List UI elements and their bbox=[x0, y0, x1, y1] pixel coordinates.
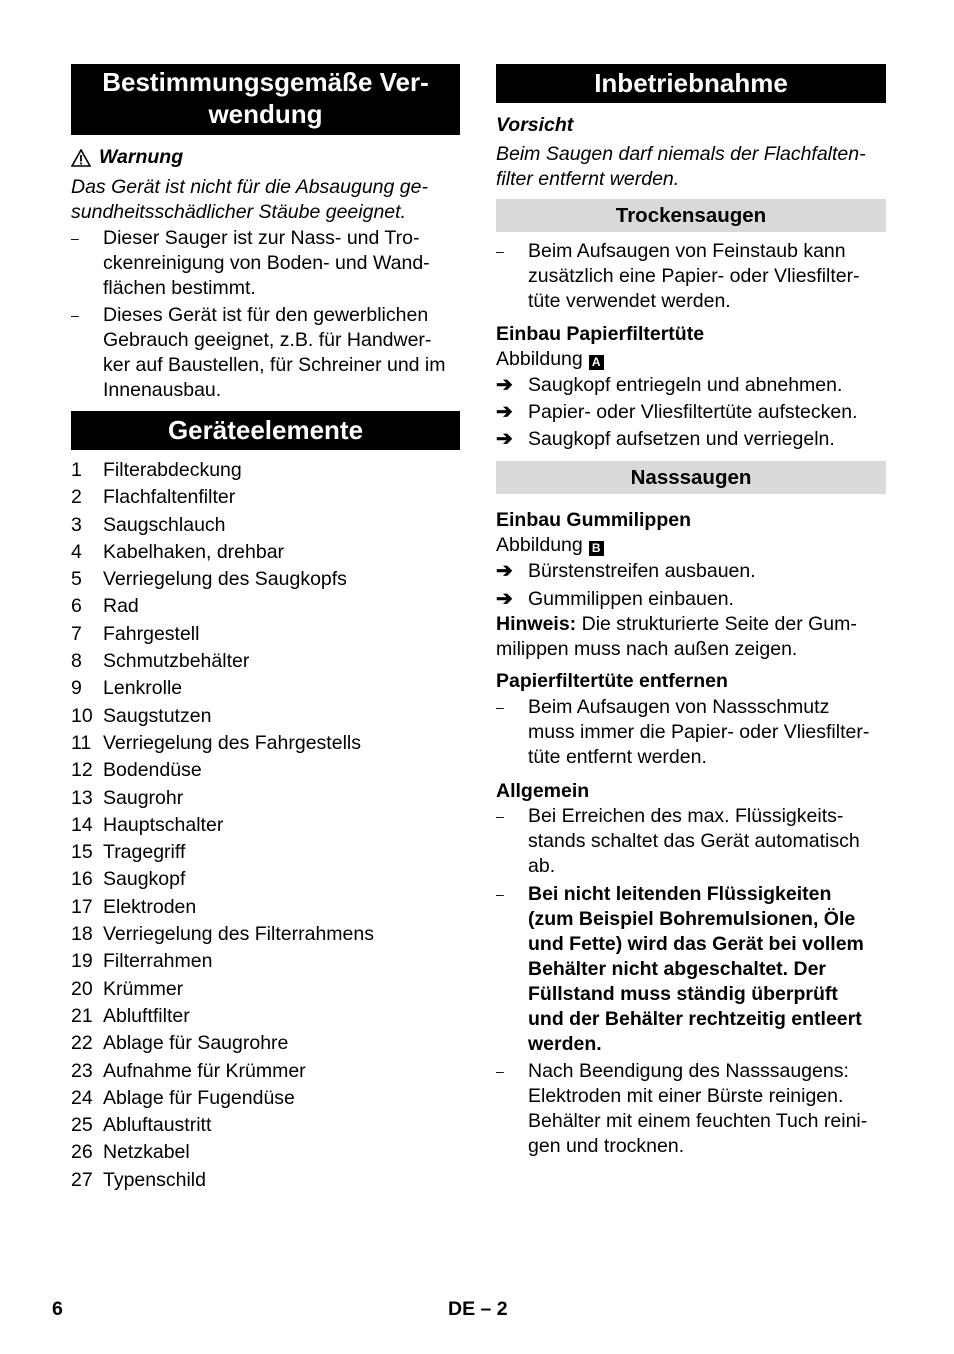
list-item bbox=[71, 839, 460, 866]
list-item bbox=[71, 593, 460, 620]
heading-paper-remove: Papierfiltertüte entfernen bbox=[496, 670, 728, 692]
item-number: 19 bbox=[71, 950, 93, 973]
arrow-right-icon: ➔ bbox=[496, 374, 513, 396]
item-label: Schmutzbehälter bbox=[103, 650, 250, 673]
figure-ref-b: Abbildung B bbox=[496, 533, 886, 558]
list-item bbox=[71, 675, 460, 702]
item-number: 5 bbox=[71, 568, 82, 591]
list-item bbox=[71, 1112, 460, 1139]
list-item bbox=[71, 566, 460, 593]
item-number: 16 bbox=[71, 868, 93, 891]
list-item bbox=[71, 539, 460, 566]
item-label: Kabelhaken, drehbar bbox=[103, 540, 285, 563]
caution-heading: Vorsicht bbox=[496, 114, 574, 136]
item-label: Elektroden bbox=[103, 895, 197, 918]
list-item bbox=[71, 785, 460, 812]
list-item: – Bei nicht leitenden Flüssigkeiten (zum Beispiel Bohremulsionen, Öle und Fette) wird das Gerät bei vollem Behälter nicht abgeschaltet. Der Füllstand muss ständig überprüft und der Behälter rechtzeitig entleert werden. bbox=[496, 883, 864, 1055]
item-number: 17 bbox=[71, 895, 93, 918]
item-number: 15 bbox=[71, 841, 93, 864]
list-item bbox=[71, 1003, 460, 1030]
list-item: ➔ Saugkopf entriegeln und abnehmen. bbox=[496, 374, 843, 396]
item-label: Ablage für Fugendüse bbox=[103, 1086, 295, 1109]
item-label: Abluftaustritt bbox=[103, 1114, 212, 1137]
item-label: Krümmer bbox=[103, 977, 184, 1000]
item-number: 9 bbox=[71, 677, 82, 700]
list-item: – Beim Aufsaugen von Nassschmutz muss immer die Papier- oder Vliesfilter- tüte entfernt werden. bbox=[496, 696, 870, 768]
item-label: Bodendüse bbox=[103, 759, 202, 782]
list-item bbox=[71, 512, 460, 539]
item-number: 14 bbox=[71, 813, 93, 836]
item-label: Netzkabel bbox=[103, 1141, 190, 1164]
item-label: Verriegelung des Saugkopfs bbox=[103, 568, 347, 591]
warning-heading: Warnung bbox=[71, 145, 460, 170]
list-item bbox=[71, 921, 460, 948]
item-number: 7 bbox=[71, 622, 82, 645]
item-number: 6 bbox=[71, 595, 82, 618]
arrow-right-icon: ➔ bbox=[496, 560, 513, 582]
item-label: Verriegelung des Filterrahmens bbox=[103, 923, 374, 946]
section-title-intended-use: Bestimmungsgemäße Ver- wendung bbox=[71, 64, 460, 135]
arrow-right-icon: ➔ bbox=[496, 401, 513, 423]
item-number: 3 bbox=[71, 513, 82, 536]
item-number: 21 bbox=[71, 1004, 93, 1027]
warning-text: Das Gerät ist nicht für die Absaugung ge- sundheitsschädlicher Stäube geeignet. bbox=[71, 176, 428, 223]
list-item bbox=[71, 621, 460, 648]
list-item bbox=[71, 866, 460, 893]
item-label: Rad bbox=[103, 595, 139, 618]
language-page-label: DE – 2 bbox=[448, 1298, 508, 1320]
item-label: Filterabdeckung bbox=[103, 459, 242, 481]
figure-b-badge: B bbox=[589, 541, 604, 556]
list-item bbox=[71, 703, 460, 730]
item-number: 4 bbox=[71, 540, 82, 563]
list-item bbox=[71, 812, 460, 839]
list-item bbox=[71, 648, 460, 675]
section-title-commissioning: Inbetriebnahme bbox=[496, 64, 886, 103]
item-number: 27 bbox=[71, 1168, 93, 1191]
list-item bbox=[71, 1139, 460, 1166]
list-item bbox=[71, 976, 460, 1003]
caution-text: Beim Saugen darf niemals der Flachfalten- filter entfernt werden. bbox=[496, 143, 866, 190]
warning-triangle-icon bbox=[71, 149, 91, 167]
subsection-title-dry: Trockensaugen bbox=[496, 199, 886, 232]
list-item bbox=[71, 948, 460, 975]
item-number: 24 bbox=[71, 1086, 93, 1109]
list-item bbox=[71, 1085, 460, 1112]
list-item: ➔ Saugkopf aufsetzen und verriegeln. bbox=[496, 428, 835, 450]
list-item bbox=[71, 730, 460, 757]
item-label: Saugschlauch bbox=[103, 513, 226, 536]
list-item bbox=[71, 1167, 460, 1194]
item-label: Flachfaltenfilter bbox=[103, 486, 236, 509]
item-number: 12 bbox=[71, 759, 93, 782]
list-item: – Dieses Gerät ist für den gewerblichen Gebrauch geeignet, z.B. für Handwer- ker auf Baustellen, für Schreiner und im Innenausbau. bbox=[71, 304, 446, 401]
list-item: – Bei Erreichen des max. Flüssigkeits- stands schaltet das Gerät automatisch ab. bbox=[496, 805, 860, 877]
heading-general: Allgemein bbox=[496, 780, 590, 802]
right-column bbox=[496, 64, 886, 1159]
arrow-right-icon: ➔ bbox=[496, 588, 513, 610]
item-label: Filterrahmen bbox=[103, 950, 213, 973]
item-label: Tragegriff bbox=[103, 841, 186, 864]
figure-ref-a: Abbildung A bbox=[496, 347, 886, 372]
arrow-right-icon: ➔ bbox=[496, 428, 513, 450]
list-item: ➔ Bürstenstreifen ausbauen. bbox=[496, 560, 756, 582]
item-number: 2 bbox=[71, 486, 82, 509]
item-label: Abluftfilter bbox=[103, 1004, 190, 1027]
item-label: Saugkopf bbox=[103, 868, 186, 891]
item-label: Saugrohr bbox=[103, 786, 184, 809]
item-number: 13 bbox=[71, 786, 93, 809]
list-item: – Nach Beendigung des Nasssaugens: Elektroden mit einer Bürste reinigen. Behälter mit einem feuchten Tuch reini- gen und trocknen. bbox=[496, 1060, 868, 1157]
list-item bbox=[71, 1030, 460, 1057]
item-label: Aufnahme für Krümmer bbox=[103, 1059, 306, 1082]
item-number: 20 bbox=[71, 977, 93, 1000]
list-item bbox=[71, 894, 460, 921]
item-number: 23 bbox=[71, 1059, 93, 1082]
item-label: Hauptschalter bbox=[103, 813, 224, 836]
list-item bbox=[71, 1058, 460, 1085]
item-number: 10 bbox=[71, 704, 93, 727]
list-item: ➔ Gummilippen einbauen. bbox=[496, 588, 734, 610]
list-item bbox=[71, 484, 460, 511]
item-number: 25 bbox=[71, 1114, 93, 1137]
item-number: 26 bbox=[71, 1141, 93, 1164]
item-number: 18 bbox=[71, 923, 93, 946]
heading-paper-install: Einbau Papierfiltertüte bbox=[496, 323, 705, 345]
item-number: 1 bbox=[71, 459, 82, 481]
list-item: ➔ Papier- oder Vliesfiltertüte aufstecken. bbox=[496, 401, 858, 423]
left-column bbox=[71, 64, 460, 1194]
page-number: 6 bbox=[52, 1298, 63, 1320]
section-title-device-elements: Geräteelemente bbox=[71, 411, 460, 450]
item-label: Verriegelung des Fahrgestells bbox=[103, 731, 361, 754]
item-label: Typenschild bbox=[103, 1168, 206, 1191]
item-label: Ablage für Saugrohre bbox=[103, 1032, 289, 1055]
item-label: Saugstutzen bbox=[103, 704, 212, 727]
subsection-title-wet: Nasssaugen bbox=[496, 461, 886, 494]
item-label: Lenkrolle bbox=[103, 677, 183, 700]
item-number: 22 bbox=[71, 1032, 93, 1055]
note-text: Hinweis: Die strukturierte Seite der Gum- milippen muss nach außen zeigen. bbox=[496, 613, 857, 660]
item-number: 8 bbox=[71, 650, 82, 673]
list-item: – Beim Aufsaugen von Feinstaub kann zusätzlich eine Papier- oder Vliesfilter- tüte verwendet werden. bbox=[496, 240, 860, 312]
device-elements-list bbox=[71, 457, 460, 1194]
list-item: – Dieser Sauger ist zur Nass- und Tro- ckenreinigung von Boden- und Wand- flächen bestimmt. bbox=[71, 227, 430, 299]
list-item bbox=[71, 757, 460, 784]
item-label: Fahrgestell bbox=[103, 622, 200, 645]
heading-rubber-install: Einbau Gummilippen bbox=[496, 509, 692, 531]
list-item bbox=[71, 457, 460, 484]
figure-a-badge: A bbox=[589, 355, 604, 370]
item-number: 11 bbox=[71, 731, 92, 754]
